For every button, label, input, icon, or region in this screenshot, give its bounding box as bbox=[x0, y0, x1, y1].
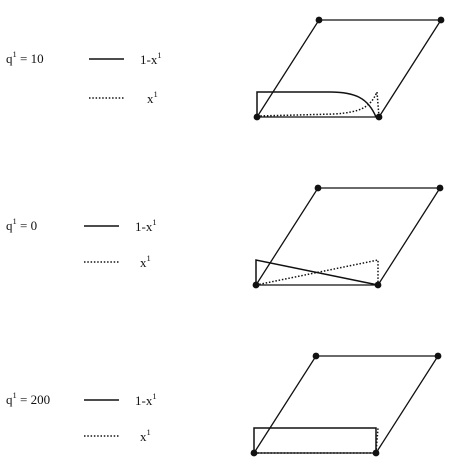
panel-q0 bbox=[6, 185, 443, 289]
panel-q200 bbox=[6, 353, 441, 457]
vertex-dot bbox=[438, 17, 445, 24]
solid-step-1-minus-x bbox=[254, 428, 376, 453]
vertex-dot bbox=[251, 450, 258, 457]
vertex-dot bbox=[316, 17, 323, 24]
dotted-curve-x bbox=[257, 92, 379, 117]
vertex-dot bbox=[375, 282, 382, 289]
parallelogram bbox=[257, 20, 441, 117]
legend-dotted-label: $x^1$ bbox=[140, 427, 151, 444]
vertex-dot bbox=[254, 114, 261, 121]
panel-2-q-label: $q^1 = 0$ bbox=[6, 216, 38, 233]
vertex-dot bbox=[376, 114, 383, 121]
panel-1-q-label: $q^1 = 10$ bbox=[6, 49, 44, 66]
dotted-step-x bbox=[254, 428, 378, 453]
parallelogram bbox=[254, 356, 438, 453]
legend-solid-label: $1-x^1$ bbox=[135, 217, 157, 234]
vertex-dot bbox=[313, 353, 320, 360]
legend-dotted-label: $x^1$ bbox=[147, 89, 158, 106]
parallelogram bbox=[256, 188, 440, 285]
legend-dotted-label: $x^1$ bbox=[140, 253, 151, 270]
panel-3-q-label: $q^1 = 200$ bbox=[6, 390, 51, 407]
solid-curve-1-minus-x bbox=[257, 92, 376, 117]
vertex-dot bbox=[373, 450, 380, 457]
vertex-dot bbox=[437, 185, 444, 192]
vertex-dot bbox=[435, 353, 442, 360]
vertex-dot bbox=[253, 282, 260, 289]
legend-solid-label: $1-x^1$ bbox=[135, 391, 157, 408]
legend-solid-label: $1-x^1$ bbox=[140, 50, 162, 67]
vertex-dot bbox=[315, 185, 322, 192]
panel-q10 bbox=[6, 17, 444, 121]
